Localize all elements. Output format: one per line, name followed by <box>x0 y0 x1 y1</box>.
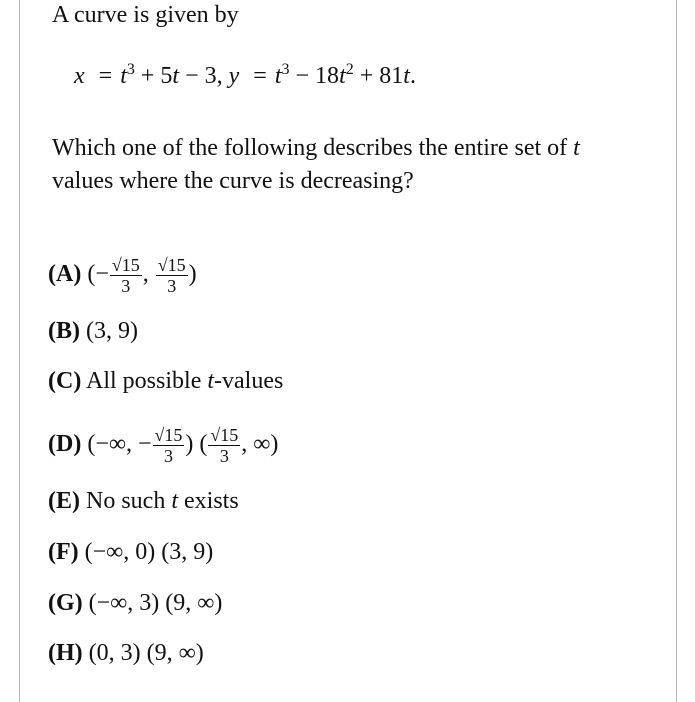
option-d[interactable]: (D) (−∞, − $\frac{√15}{3}$ ) ( $\frac{√15}{3}$ , ∞) <box>48 425 279 466</box>
fraction: $\frac{√15}{3}$ <box>154 425 183 466</box>
option-h[interactable]: (H) (0, 3) (9, ∞) <box>48 640 204 666</box>
option-a[interactable]: (A) (− $\frac{√15}{3}$ , $\frac{√15}{3}$ ) <box>48 255 197 296</box>
option-g[interactable]: (G) (−∞, 3) (9, ∞) <box>48 590 223 616</box>
option-e[interactable]: (E) No such t exists <box>48 488 239 514</box>
option-f[interactable]: (F) (−∞, 0) (3, 9) <box>48 539 214 565</box>
fraction: $\frac{√15}{3}$ <box>111 255 140 296</box>
intro-text: A curve is given by <box>52 2 239 28</box>
fraction: $\frac{√15}{3}$ <box>157 255 186 296</box>
question-prompt-line1: Which one of the following describes the entire set of t <box>52 135 580 161</box>
parametric-equation: $x = t^3 + 5t - 3$, $y = t^3 - 18t^2 + 81t$. <box>74 61 416 89</box>
option-c[interactable]: (C) All possible t-values <box>48 368 284 394</box>
option-b[interactable]: (B) (3, 9) <box>48 318 138 344</box>
question-prompt-line2: values where the curve is decreasing? <box>52 168 414 194</box>
fraction: $\frac{√15}{3}$ <box>210 425 239 466</box>
